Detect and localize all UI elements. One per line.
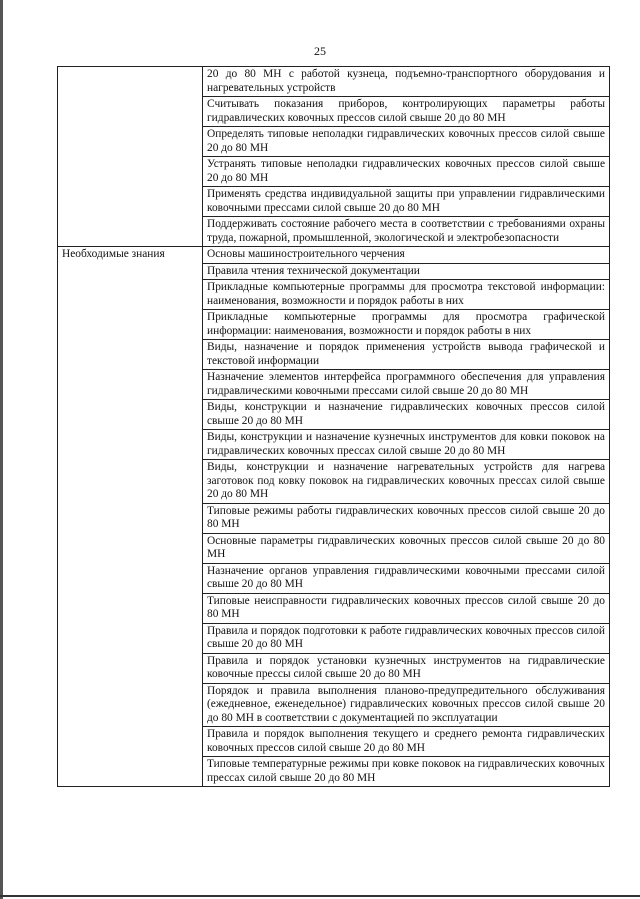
table-body bbox=[58, 67, 610, 787]
row-text: Поддерживать состояние рабочего места в соответствии с требованиями охраны труда, пожарной, промышленной, экологической и электробезопасности bbox=[203, 217, 610, 247]
requirements-table bbox=[57, 66, 610, 787]
row-label bbox=[58, 67, 203, 247]
scan-bottom-edge bbox=[0, 895, 640, 897]
row-text: Устранять типовые неполадки гидравлических ковочных прессов силой свыше 20 до 80 МН bbox=[203, 157, 610, 187]
row-text: Правила чтения технической документации bbox=[203, 263, 610, 280]
row-text: Правила и порядок выполнения текущего и среднего ремонта гидравлических ковочных прессов силой свыше 20 до 80 МН bbox=[203, 727, 610, 757]
row-text: Виды, конструкции и назначение гидравлических ковочных прессов силой свыше 20 до 80 МН bbox=[203, 400, 610, 430]
row-text: Типовые режимы работы гидравлических ковочных прессов силой свыше 20 до 80 МН bbox=[203, 503, 610, 533]
row-text: Назначение органов управления гидравлическими ковочными прессами силой свыше 20 до 80 МН bbox=[203, 563, 610, 593]
row-text: Определять типовые неполадки гидравлических ковочных прессов силой свыше 20 до 80 МН bbox=[203, 127, 610, 157]
row-text: Типовые неисправности гидравлических ковочных прессов силой свыше 20 до 80 МН bbox=[203, 593, 610, 623]
row-text: Виды, конструкции и назначение кузнечных инструментов для ковки поковок на гидравлических ковочных прессах силой свыше 20 до 80 МН bbox=[203, 430, 610, 460]
scan-edge-shadow bbox=[0, 0, 3, 899]
row-text: Типовые температурные режимы при ковке поковок на гидравлических ковочных прессах силой свыше 20 до 80 МН bbox=[203, 757, 610, 787]
row-text: Основы машиностроительного черчения bbox=[203, 247, 610, 264]
row-text: Основные параметры гидравлических ковочных прессов силой свыше 20 до 80 МН bbox=[203, 533, 610, 563]
table-row bbox=[58, 67, 610, 97]
row-text: Назначение элементов интерфейса программного обеспечения для управления гидравлическими ковочными прессами силой свыше 20 до 80 МН bbox=[203, 370, 610, 400]
row-text: Применять средства индивидуальной защиты при управлении гидравлическими ковочными прессами силой свыше 20 до 80 МН bbox=[203, 187, 610, 217]
table-row bbox=[58, 247, 610, 264]
row-text: Прикладные компьютерные программы для просмотра графической информации: наименования, возможности и порядок работы в них bbox=[203, 310, 610, 340]
row-text: Виды, назначение и порядок применения устройств вывода графической и текстовой информации bbox=[203, 340, 610, 370]
row-text: Порядок и правила выполнения планово-предупредительного обслуживания (ежедневное, еженедельное) гидравлических ковочных прессов силой свыше 20 до 80 МН в соответствии с документацией по эксплуатации bbox=[203, 683, 610, 727]
row-text: Виды, конструкции и назначение нагревательных устройств для нагрева заготовок под ковку поковок на гидравлических ковочных прессах силой свыше 20 до 80 МН bbox=[203, 460, 610, 504]
row-text: Правила и порядок установки кузнечных инструментов на гидравлические ковочные прессы силой свыше 20 до 80 МН bbox=[203, 653, 610, 683]
page-number: 25 bbox=[314, 44, 326, 58]
row-text: Правила и порядок подготовки к работе гидравлических ковочных прессов силой свыше 20 до 80 МН bbox=[203, 623, 610, 653]
row-text: Считывать показания приборов, контролирующих параметры работы гидравлических ковочных прессов силой свыше 20 до 80 МН bbox=[203, 97, 610, 127]
row-text: Прикладные компьютерные программы для просмотра текстовой информации: наименования, возможности и порядок работы в них bbox=[203, 280, 610, 310]
section-label-knowledge: Необходимые знания bbox=[58, 247, 203, 787]
row-text: 20 до 80 МН с работой кузнеца, подъемно-транспортного оборудования и нагревательных устройств bbox=[203, 67, 610, 97]
